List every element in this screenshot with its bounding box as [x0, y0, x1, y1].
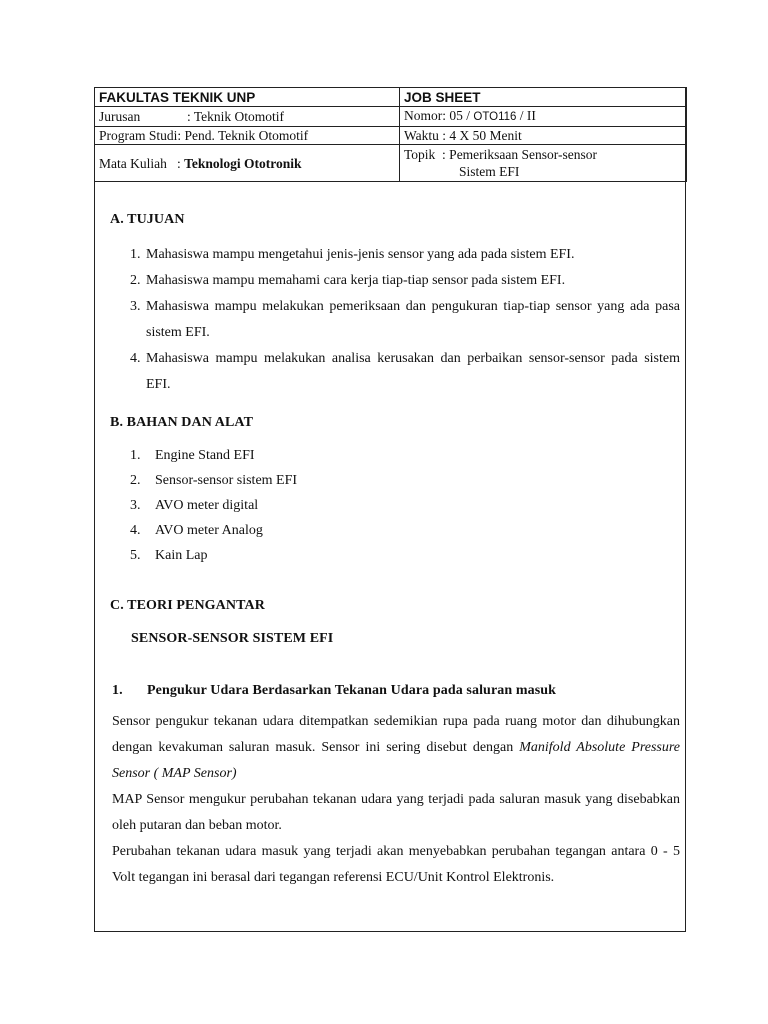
topik-line2: Sistem EFI — [459, 164, 520, 179]
tujuan-list — [130, 242, 680, 398]
jurusan-label: Jurusan — [99, 109, 141, 124]
section-a-title: A. TUJUAN — [110, 212, 185, 227]
waktu: Waktu : 4 X 50 Menit — [400, 127, 687, 145]
mata-kuliah-cell — [95, 145, 400, 182]
list-item — [130, 268, 680, 294]
item-text: Mahasiswa mampu melakukan pemeriksaan dan pengukuran tiap-tiap sensor yang ada pasa sistem EFI. — [146, 299, 680, 340]
list-item — [130, 493, 680, 518]
item-number: 2. — [130, 473, 141, 488]
faculty-title: FAKULTAS TEKNIK UNP — [95, 88, 400, 107]
section-b-title: B. BAHAN DAN ALAT — [110, 415, 254, 430]
paragraph-text: Sensor pengukur tekanan udara ditempatkan sedemikian rupa pada ruang motor dan dihubungkan dengan kevakuman saluran masuk. Sensor ini sering disebut dengan — [112, 714, 680, 755]
jurusan-value: : Teknik Otomotif — [187, 109, 285, 124]
theory-paragraphs — [112, 709, 680, 891]
nomor-prefix: Nomor: 05 / — [404, 108, 474, 123]
paragraph-map-sensor-intro — [112, 709, 680, 787]
doc-type: JOB SHEET — [400, 88, 687, 107]
mata-kuliah-value: Teknologi Ototronik — [184, 155, 302, 171]
topik-cell — [400, 145, 687, 182]
item-number: 5. — [130, 548, 141, 563]
item-text: Sensor-sensor sistem EFI — [155, 473, 298, 488]
list-item — [130, 294, 680, 346]
topik-line1: Topik : Pemeriksaan Sensor-sensor — [404, 147, 598, 162]
section-c-title: C. TEORI PENGANTAR — [110, 598, 265, 613]
item-number: 1. — [130, 247, 141, 262]
item-text: Kain Lap — [155, 548, 208, 563]
subsection-title: Pengukur Udara Berdasarkan Tekanan Udara pada saluran masuk — [147, 683, 557, 698]
nomor-cell — [400, 107, 687, 127]
item-number: 4. — [130, 351, 141, 366]
item-text: Engine Stand EFI — [155, 448, 255, 463]
alat-list — [130, 443, 680, 568]
section-c-subtitle: SENSOR-SENSOR SISTEM EFI — [131, 631, 334, 646]
list-item — [130, 468, 680, 493]
item-text: Mahasiswa mampu memahami cara kerja tiap-tiap sensor pada sistem EFI. — [146, 273, 566, 288]
list-item — [130, 443, 680, 468]
program-studi: Program Studi: Pend. Teknik Otomotif — [95, 127, 400, 145]
item-text: AVO meter Analog — [155, 523, 263, 538]
map-sensor-term: Manifold Absolute Pressure Sensor ( MAP Sensor) — [112, 740, 680, 781]
list-item — [130, 518, 680, 543]
item-text: AVO meter digital — [155, 498, 259, 513]
job-sheet-header — [94, 87, 687, 182]
subsection-number: 1. — [112, 683, 123, 698]
jurusan-cell — [95, 107, 400, 127]
nomor-code: OTO116 — [473, 111, 517, 123]
item-number: 4. — [130, 523, 141, 538]
paragraph-voltage: Perubahan tekanan udara masuk yang terjadi akan menyebabkan perubahan tegangan antara 0 - 5 Volt tegangan ini berasal dari tegangan referensi ECU/Unit Kontrol Elektronis. — [112, 844, 680, 885]
paragraph-map-sensor-function: MAP Sensor mengukur perubahan tekanan udara yang terjadi pada saluran masuk yang disebabkan oleh putaran dan beban motor. — [112, 792, 680, 833]
item-number: 3. — [130, 299, 141, 314]
list-item — [130, 242, 680, 268]
nomor-suffix: / II — [516, 108, 536, 123]
item-number: 2. — [130, 273, 141, 288]
list-item — [130, 543, 680, 568]
item-number: 3. — [130, 498, 141, 513]
item-text: Mahasiswa mampu mengetahui jenis-jenis sensor yang ada pada sistem EFI. — [146, 247, 575, 262]
list-item — [130, 346, 680, 398]
item-number: 1. — [130, 448, 141, 463]
mata-kuliah-label: Mata Kuliah : — [99, 155, 185, 171]
item-text: Mahasiswa mampu melakukan analisa kerusakan dan perbaikan sensor-sensor pada sistem EFI. — [146, 351, 680, 392]
